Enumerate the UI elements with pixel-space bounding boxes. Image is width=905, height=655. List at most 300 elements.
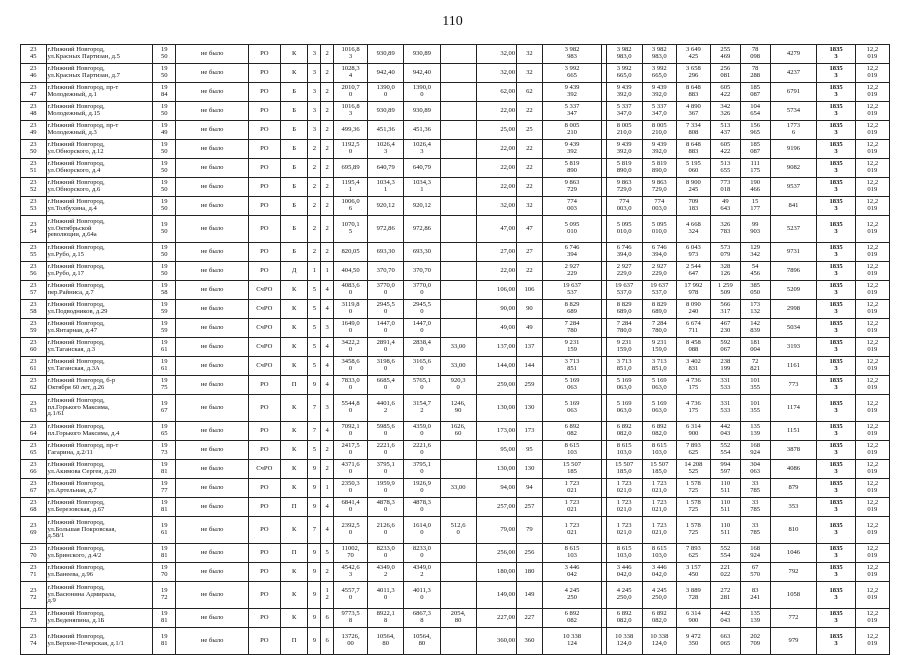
cell-s3: 1390,0 0 <box>404 83 440 102</box>
cell-p: 22,00 <box>476 262 516 281</box>
cell-v2: 1 723 021,0 <box>642 498 676 517</box>
cell-s2: 972,86 <box>368 216 404 243</box>
cell-n: 22 <box>517 140 543 159</box>
cell-y2: 1835 3 <box>817 357 855 376</box>
cell-fl: 9 <box>308 460 321 479</box>
cell-z: 12,2 019 <box>855 582 889 609</box>
cell-rep: не было <box>176 121 248 140</box>
cell-typ: Б <box>280 216 308 243</box>
cell-y: 19 81 <box>153 544 176 563</box>
cell-s4 <box>440 216 476 243</box>
cell-s2: 8922,1 8 <box>368 609 404 628</box>
cell-z: 12,2 019 <box>855 243 889 262</box>
cell-n: 95 <box>517 441 543 460</box>
cell-s2: 1447,0 0 <box>368 319 404 338</box>
cell-en: 2 <box>321 83 334 102</box>
cell-s2: 5985,6 0 <box>368 422 404 441</box>
cell-y: 19 59 <box>153 300 176 319</box>
cell-s4: 33,00 <box>440 338 476 357</box>
cell-fl: 9 <box>308 563 321 582</box>
cell-v3: 6 314 900 <box>676 609 710 628</box>
cell-s3: 6867,3 8 <box>404 609 440 628</box>
cell-rep: не было <box>176 609 248 628</box>
cell-v4: 331 533 <box>710 395 740 422</box>
cell-p: 137,00 <box>476 338 516 357</box>
cell-rep: не было <box>176 178 248 197</box>
cell-addr: г.Нижний Новгород, ул.Акимова Сергея, д.20 <box>46 460 152 479</box>
cell-v1: 8 615 103,0 <box>606 544 642 563</box>
cell-fl: 2 <box>308 216 321 243</box>
cell-s1: 6841,4 0 <box>334 498 368 517</box>
cell-y2: 1835 3 <box>817 517 855 544</box>
cell-v2: 2 927 229,0 <box>642 262 676 281</box>
cell-v1: 9 863 729,0 <box>606 178 642 197</box>
cell-v6: 1161 <box>770 357 817 376</box>
cell-en: 4 <box>321 517 334 544</box>
cell-t: 4 245 250 <box>542 582 602 609</box>
cell-v3: 4 736 175 <box>676 376 710 395</box>
table-row <box>21 609 890 628</box>
cell-y: 19 73 <box>153 441 176 460</box>
cell-v4: 605 422 <box>710 83 740 102</box>
cell-n: 32 <box>517 45 543 64</box>
cell-s3: 4011,3 0 <box>404 582 440 609</box>
table-row <box>21 300 890 319</box>
cell-v6: 5237 <box>770 216 817 243</box>
cell-y2: 1835 3 <box>817 498 855 517</box>
cell-typ: К <box>280 422 308 441</box>
cell-s2: 4878,3 0 <box>368 498 404 517</box>
cell-s2: 693,30 <box>368 243 404 262</box>
cell-s4 <box>440 243 476 262</box>
cell-fl: 5 <box>308 441 321 460</box>
cell-a: 23 59 <box>21 319 47 338</box>
cell-t: 15 507 185 <box>542 460 602 479</box>
cell-en: 3 <box>321 395 334 422</box>
cell-s1: 820,05 <box>334 243 368 262</box>
cell-v5: 181 004 <box>740 338 770 357</box>
cell-y: 19 70 <box>153 563 176 582</box>
cell-fl: 9 <box>308 544 321 563</box>
cell-v2: 4 245 250,0 <box>642 582 676 609</box>
cell-en: 2 <box>321 197 334 216</box>
cell-s2: 3198,6 0 <box>368 357 404 376</box>
cell-v4: 110 511 <box>710 479 740 498</box>
cell-a: 23 66 <box>21 460 47 479</box>
cell-v3: 3 889 728 <box>676 582 710 609</box>
cell-s1: 13726, 00 <box>334 628 368 655</box>
cell-en: 2 <box>321 243 334 262</box>
cell-s2: 2945,5 0 <box>368 300 404 319</box>
cell-fl: 5 <box>308 281 321 300</box>
cell-v1: 7 284 780,0 <box>606 319 642 338</box>
cell-s4: 33,00 <box>440 479 476 498</box>
cell-v2: 10 338 124,0 <box>642 628 676 655</box>
cell-v4: 513 437 <box>710 121 740 140</box>
cell-addr: г.Нижний Новгород, ул.Бринского, д.4/2 <box>46 544 152 563</box>
cell-rep: не было <box>176 45 248 64</box>
cell-rep: не было <box>176 338 248 357</box>
table-row <box>21 544 890 563</box>
cell-y: 19 75 <box>153 376 176 395</box>
table-row <box>21 460 890 479</box>
cell-y: 19 50 <box>153 140 176 159</box>
cell-v6: 9537 <box>770 178 817 197</box>
cell-z: 12,2 019 <box>855 498 889 517</box>
cell-y2: 1835 3 <box>817 422 855 441</box>
cell-y: 19 50 <box>153 243 176 262</box>
cell-n: 256 <box>517 544 543 563</box>
cell-y: 19 61 <box>153 357 176 376</box>
cell-v4: 552 554 <box>710 441 740 460</box>
cell-v3: 7 334 808 <box>676 121 710 140</box>
cell-mat: РО <box>248 395 280 422</box>
cell-s1: 4083,6 0 <box>334 281 368 300</box>
cell-v5: 33 785 <box>740 498 770 517</box>
cell-v3: 1 578 725 <box>676 479 710 498</box>
cell-fl: 3 <box>308 83 321 102</box>
cell-en: 4 <box>321 300 334 319</box>
cell-n: 79 <box>517 517 543 544</box>
cell-z: 12,2 019 <box>855 441 889 460</box>
cell-v6: 1058 <box>770 582 817 609</box>
cell-v3: 8 458 088 <box>676 338 710 357</box>
cell-v6: 841 <box>770 197 817 216</box>
cell-en: 6 <box>321 609 334 628</box>
cell-t: 8 615 103 <box>542 441 602 460</box>
table-row <box>21 178 890 197</box>
cell-addr: г.Нижний Новгород, пер.Райниса, д.7 <box>46 281 152 300</box>
cell-mat: РО <box>248 441 280 460</box>
cell-rep: не было <box>176 64 248 83</box>
cell-typ: Б <box>280 83 308 102</box>
cell-v6: 9731 <box>770 243 817 262</box>
cell-v4: 328 126 <box>710 262 740 281</box>
cell-s1: 2350,3 0 <box>334 479 368 498</box>
cell-s1: 1016,8 3 <box>334 45 368 64</box>
cell-a: 23 67 <box>21 479 47 498</box>
cell-s2: 2891,4 0 <box>368 338 404 357</box>
cell-typ: Б <box>280 178 308 197</box>
cell-s1: 1028,3 4 <box>334 64 368 83</box>
cell-s3: 1614,0 0 <box>404 517 440 544</box>
cell-mat: РО <box>248 544 280 563</box>
cell-addr: г.Нижний Новгород, пл.Горького Максима, д.4 <box>46 422 152 441</box>
cell-a: 23 57 <box>21 281 47 300</box>
cell-s4 <box>440 159 476 178</box>
cell-y2: 1835 3 <box>817 460 855 479</box>
cell-a: 23 68 <box>21 498 47 517</box>
cell-s3: 3154,7 2 <box>404 395 440 422</box>
cell-rep: не было <box>176 159 248 178</box>
cell-a: 23 49 <box>21 121 47 140</box>
cell-y2: 1835 3 <box>817 300 855 319</box>
cell-v6: 792 <box>770 563 817 582</box>
cell-addr: г.Нижний Новгород, ул.Веденяпина, д.1Б <box>46 609 152 628</box>
cell-addr: г.Нижний Новгород, ул.Верхне-Печерская, д.1/1 <box>46 628 152 655</box>
cell-addr: г.Нижний Новгород, ул.Обнорского, д.6 <box>46 178 152 197</box>
cell-v3: 8 648 883 <box>676 83 710 102</box>
cell-n: 130 <box>517 395 543 422</box>
cell-v5: 54 456 <box>740 262 770 281</box>
cell-v6: 3193 <box>770 338 817 357</box>
cell-v3: 14 208 525 <box>676 460 710 479</box>
cell-v1: 8 005 210,0 <box>606 121 642 140</box>
cell-en: 4 <box>321 338 334 357</box>
cell-a: 23 63 <box>21 395 47 422</box>
cell-en: 2 <box>321 140 334 159</box>
cell-v6: 4279 <box>770 45 817 64</box>
cell-y2: 1835 3 <box>817 441 855 460</box>
cell-s3: 1034,3 1 <box>404 178 440 197</box>
cell-mat: СчРО <box>248 460 280 479</box>
cell-v2: 1 723 021,0 <box>642 517 676 544</box>
cell-v4: 552 554 <box>710 544 740 563</box>
cell-v1: 8 829 689,0 <box>606 300 642 319</box>
cell-s4: 1626, 60 <box>440 422 476 441</box>
cell-typ: К <box>280 609 308 628</box>
cell-v1: 19 637 537,0 <box>606 281 642 300</box>
cell-v1: 774 003,0 <box>606 197 642 216</box>
cell-v1: 6 892 082,0 <box>606 609 642 628</box>
cell-mat: СчРО <box>248 300 280 319</box>
cell-rep: не было <box>176 628 248 655</box>
cell-v2: 774 003,0 <box>642 197 676 216</box>
cell-en: 2 <box>321 64 334 83</box>
cell-addr: г.Нижний Новгород, Молодежный, д.15 <box>46 102 152 121</box>
cell-v3: 4 668 324 <box>676 216 710 243</box>
cell-v3: 3 402 831 <box>676 357 710 376</box>
cell-p: 130,00 <box>476 460 516 479</box>
cell-v5: 78 098 <box>740 45 770 64</box>
cell-v1: 9 231 159,0 <box>606 338 642 357</box>
cell-y2: 1835 3 <box>817 338 855 357</box>
cell-typ: К <box>280 441 308 460</box>
cell-fl: 9 <box>308 609 321 628</box>
cell-y: 19 50 <box>153 64 176 83</box>
cell-v6: 9082 <box>770 159 817 178</box>
cell-y2: 1835 3 <box>817 140 855 159</box>
cell-z: 12,2 019 <box>855 262 889 281</box>
cell-p: 79,00 <box>476 517 516 544</box>
cell-en: 2 <box>321 441 334 460</box>
cell-n: 32 <box>517 197 543 216</box>
cell-a: 23 71 <box>21 563 47 582</box>
cell-fl: 9 <box>308 376 321 395</box>
cell-s1: 3458,6 0 <box>334 357 368 376</box>
cell-v6: 1151 <box>770 422 817 441</box>
cell-en: 4 <box>321 281 334 300</box>
table-row <box>21 197 890 216</box>
cell-mat: РО <box>248 102 280 121</box>
cell-typ: К <box>280 460 308 479</box>
cell-addr: г.Нижний Новгород, ул.Ванеева, д.96 <box>46 563 152 582</box>
cell-p: 130,00 <box>476 395 516 422</box>
cell-p: 180,00 <box>476 563 516 582</box>
cell-en: 3 <box>321 319 334 338</box>
cell-a: 23 61 <box>21 357 47 376</box>
cell-p: 90,00 <box>476 300 516 319</box>
cell-s4 <box>440 262 476 281</box>
cell-y2: 1835 3 <box>817 479 855 498</box>
cell-v4: 342 326 <box>710 102 740 121</box>
cell-n: 149 <box>517 582 543 609</box>
cell-s4 <box>440 319 476 338</box>
cell-rep: не было <box>176 262 248 281</box>
cell-rep: не было <box>176 395 248 422</box>
cell-typ: К <box>280 45 308 64</box>
table-row <box>21 64 890 83</box>
cell-y2: 1835 3 <box>817 178 855 197</box>
cell-s1: 3119,8 0 <box>334 300 368 319</box>
cell-typ: К <box>280 479 308 498</box>
cell-en: 2 <box>321 178 334 197</box>
cell-s2: 942,40 <box>368 64 404 83</box>
cell-s2: 3770,0 0 <box>368 281 404 300</box>
table-row <box>21 216 890 243</box>
cell-mat: РО <box>248 498 280 517</box>
cell-a: 23 65 <box>21 441 47 460</box>
cell-p: 32,00 <box>476 64 516 83</box>
cell-t: 1 723 021 <box>542 517 602 544</box>
cell-v4: 442 043 <box>710 422 740 441</box>
cell-z: 12,2 019 <box>855 178 889 197</box>
cell-n: 180 <box>517 563 543 582</box>
cell-y2: 1835 3 <box>817 102 855 121</box>
cell-rep: не было <box>176 498 248 517</box>
cell-mat: РО <box>248 262 280 281</box>
cell-t: 6 892 082 <box>542 609 602 628</box>
table-row <box>21 338 890 357</box>
cell-y: 19 50 <box>153 262 176 281</box>
cell-s1: 1192,5 0 <box>334 140 368 159</box>
cell-v1: 4 245 250,0 <box>606 582 642 609</box>
cell-y: 19 81 <box>153 609 176 628</box>
cell-typ: П <box>280 376 308 395</box>
cell-mat: РО <box>248 64 280 83</box>
cell-v5: 385 050 <box>740 281 770 300</box>
cell-rep: не было <box>176 140 248 159</box>
cell-a: 23 70 <box>21 544 47 563</box>
cell-s4: 33,00 <box>440 357 476 376</box>
cell-addr: г.Нижний Новгород, ул.Красных Партизан, д.7 <box>46 64 152 83</box>
cell-v5: 78 288 <box>740 64 770 83</box>
cell-v4: 663 065 <box>710 628 740 655</box>
cell-v2: 5 337 347,0 <box>642 102 676 121</box>
cell-s2: 1959,9 0 <box>368 479 404 498</box>
cell-s3: 3165,6 0 <box>404 357 440 376</box>
cell-s1: 4542,6 3 <box>334 563 368 582</box>
cell-en: 1 <box>321 479 334 498</box>
cell-s4: 920,3 0 <box>440 376 476 395</box>
cell-en: 2 <box>321 45 334 64</box>
cell-s1: 2417,5 0 <box>334 441 368 460</box>
cell-addr: г.Нижний Новгород, ул.Большая Покровская, д.58/1 <box>46 517 152 544</box>
cell-v4: 49 643 <box>710 197 740 216</box>
cell-a: 23 74 <box>21 628 47 655</box>
cell-s1: 499,36 <box>334 121 368 140</box>
cell-s2: 8233,0 0 <box>368 544 404 563</box>
cell-z: 12,2 019 <box>855 460 889 479</box>
cell-p: 257,00 <box>476 498 516 517</box>
cell-v5: 168 924 <box>740 441 770 460</box>
cell-t: 3 713 851 <box>542 357 602 376</box>
cell-fl: 7 <box>308 517 321 544</box>
cell-p: 144,00 <box>476 357 516 376</box>
cell-rep: не было <box>176 563 248 582</box>
cell-p: 22,00 <box>476 140 516 159</box>
cell-p: 227,00 <box>476 609 516 628</box>
cell-mat: РО <box>248 517 280 544</box>
cell-s4 <box>440 83 476 102</box>
cell-typ: Б <box>280 140 308 159</box>
cell-v1: 1 723 021,0 <box>606 517 642 544</box>
cell-v4: 773 018 <box>710 178 740 197</box>
cell-t: 6 746 394 <box>542 243 602 262</box>
cell-fl: 5 <box>308 357 321 376</box>
cell-y2: 1835 3 <box>817 45 855 64</box>
cell-fl: 7 <box>308 422 321 441</box>
cell-z: 12,2 019 <box>855 159 889 178</box>
cell-fl: 2 <box>308 159 321 178</box>
cell-t: 9 231 159 <box>542 338 602 357</box>
cell-t: 774 003 <box>542 197 602 216</box>
cell-t: 5 095 010 <box>542 216 602 243</box>
cell-s1: 7092,1 0 <box>334 422 368 441</box>
cell-y2: 1835 3 <box>817 159 855 178</box>
cell-v1: 3 713 851,0 <box>606 357 642 376</box>
cell-v3: 4 890 367 <box>676 102 710 121</box>
cell-v1: 5 819 890,0 <box>606 159 642 178</box>
cell-s2: 640,79 <box>368 159 404 178</box>
cell-s1: 9773,5 8 <box>334 609 368 628</box>
table-row <box>21 479 890 498</box>
cell-z: 12,2 019 <box>855 422 889 441</box>
cell-s3: 2838,4 0 <box>404 338 440 357</box>
cell-p: 95,00 <box>476 441 516 460</box>
cell-v2: 3 982 983,0 <box>642 45 676 64</box>
cell-n: 106 <box>517 281 543 300</box>
cell-s1: 1006,0 6 <box>334 197 368 216</box>
cell-rep: не было <box>176 243 248 262</box>
cell-s3: 942,40 <box>404 64 440 83</box>
cell-s2: 1034,3 1 <box>368 178 404 197</box>
cell-y: 19 81 <box>153 628 176 655</box>
cell-s3: 640,79 <box>404 159 440 178</box>
cell-t: 3 446 042 <box>542 563 602 582</box>
cell-v1: 1 723 021,0 <box>606 479 642 498</box>
cell-y: 19 50 <box>153 197 176 216</box>
cell-n: 32 <box>517 64 543 83</box>
cell-s1: 1649,0 0 <box>334 319 368 338</box>
cell-addr: г.Нижний Новгород, ул.Березовская, д.67 <box>46 498 152 517</box>
cell-v4: 221 022 <box>710 563 740 582</box>
cell-n: 27 <box>517 243 543 262</box>
cell-rep: не было <box>176 357 248 376</box>
cell-v4: 994 597 <box>710 460 740 479</box>
cell-s4 <box>440 628 476 655</box>
cell-n: 49 <box>517 319 543 338</box>
cell-a: 23 72 <box>21 582 47 609</box>
cell-fl: 3 <box>308 64 321 83</box>
cell-v2: 3 713 851,0 <box>642 357 676 376</box>
cell-p: 22,00 <box>476 178 516 197</box>
cell-p: 62,00 <box>476 83 516 102</box>
cell-v3: 6 674 711 <box>676 319 710 338</box>
cell-en: 2 <box>321 159 334 178</box>
cell-mat: СчРО <box>248 338 280 357</box>
cell-y2: 1835 3 <box>817 319 855 338</box>
